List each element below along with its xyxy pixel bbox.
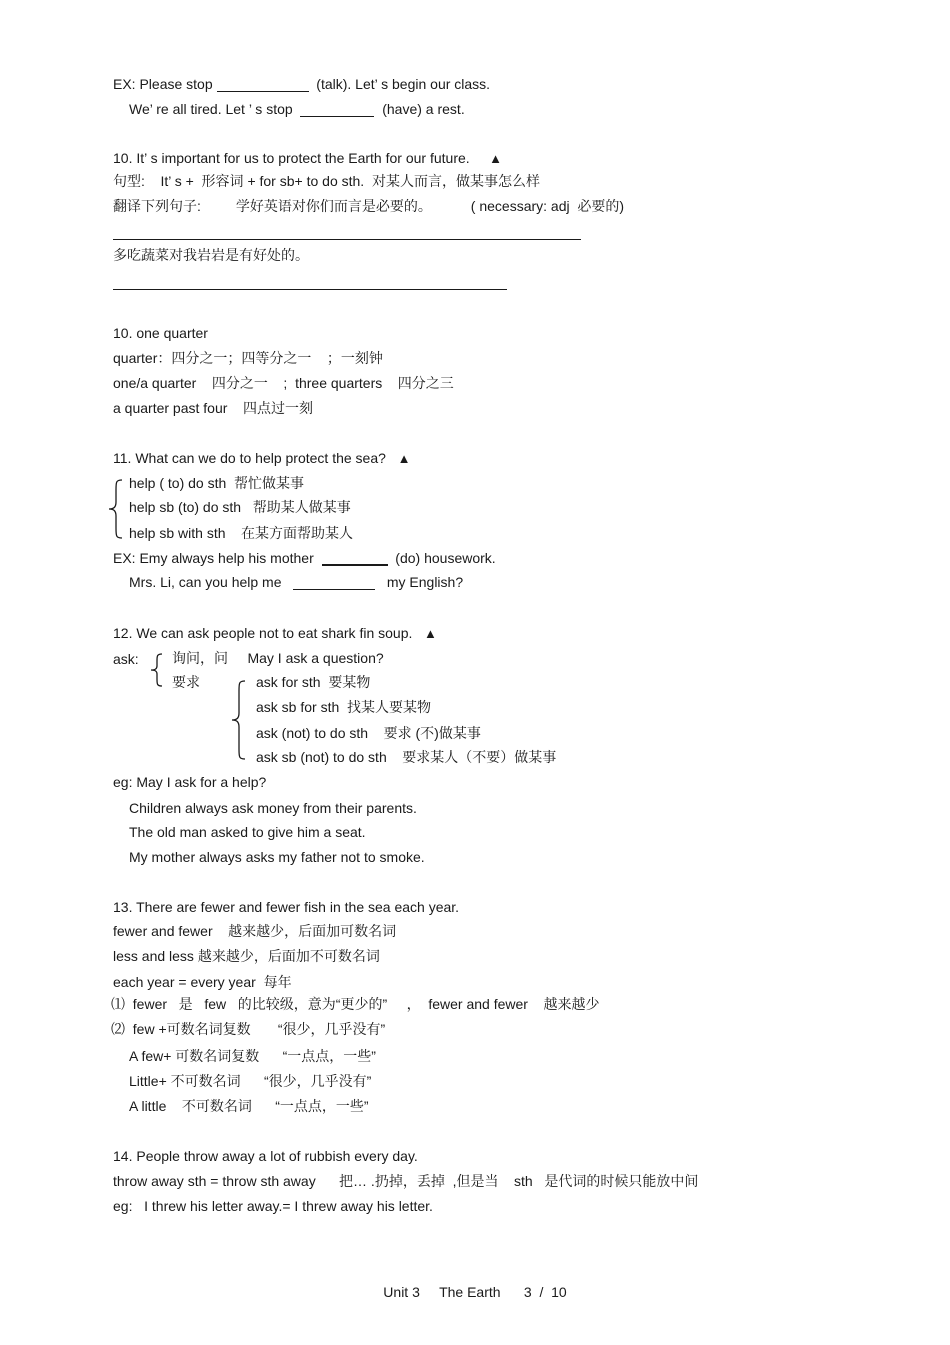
title-text: 10. It’ s important for us to protect the Earth for our future. <box>113 150 470 166</box>
note-line: ⑴ fewer 是 few 的比较级，意为“更少的” ， fewer and fewer 越来越少 <box>111 996 600 1012</box>
note-line: eg: I threw his letter away.= I threw away his letter. <box>113 1198 433 1214</box>
help-usage-2: help sb (to) do sth 帮助某人做某事 <box>129 499 351 515</box>
ask-pattern-4: ask sb (not) to do sth 要求某人（不要）做某事 <box>256 749 557 765</box>
section-14-title: 14. People throw away a lot of rubbish every day. <box>113 1148 418 1164</box>
section-12-title <box>113 624 437 643</box>
ask-example-4: My mother always asks my father not to smoke. <box>129 849 425 865</box>
ex-line-1 <box>113 75 490 93</box>
section-11-title <box>113 449 410 468</box>
ask-meaning-2: 要求 <box>172 674 200 690</box>
answer-blank[interactable] <box>293 575 375 590</box>
triangle-mark-icon: ▲ <box>424 626 437 641</box>
section-13-title: 13. There are fewer and fewer fish in the sea each year. <box>113 899 460 915</box>
sentence-pattern: 句型: It’ s + 形容词 + for sb+ to do sth. 对某人而言，做某事怎么样 <box>113 173 540 189</box>
ex-text: (have) a rest. <box>374 101 465 117</box>
note-line: throw away sth = throw sth away 把… .扔掉，丢掉 ,但是当 sth 是代词的时候只能放中间 <box>113 1173 699 1189</box>
quarter-usage: one/a quarter 四分之一 ; three quarters 四分之三 <box>113 375 454 391</box>
left-brace-icon <box>147 653 165 687</box>
translate-sentence-2: 多吃蔬菜对我岩岩是有好处的。 <box>113 247 309 263</box>
note-line: A few+ 可数名词复数 “一点点，一些” <box>129 1048 376 1064</box>
ask-pattern-2: ask sb for sth 找某人要某物 <box>256 699 432 715</box>
translate-prompt: 翻译下列句子: 学好英语对你们而言是必要的。 ( necessary: adj 必要的) <box>113 198 625 214</box>
note-line: less and less 越来越少，后面加不可数名词 <box>113 948 380 964</box>
ask-meaning-1 <box>172 649 384 667</box>
ex-text: Mrs. Li, can you help me <box>129 574 294 590</box>
ex-text: EX: Please stop <box>113 76 217 92</box>
ex-text: We’ re all tired. Let ’ s stop <box>129 101 301 117</box>
example-text: May I ask a question? <box>247 650 384 666</box>
answer-blank[interactable] <box>322 550 388 566</box>
title-text: 12. We can ask people not to eat shark fin soup. <box>113 625 413 641</box>
title-text: 11. What can we do to help protect the sea? <box>113 450 386 466</box>
note-line: ⑵ few +可数名词复数 “很少，几乎没有” <box>111 1021 386 1037</box>
section-10b-title: 10. one quarter <box>113 325 208 341</box>
quarter-meaning: quarter：四分之一；四等分之一 ；一刻钟 <box>113 350 383 366</box>
answer-line[interactable] <box>113 289 507 290</box>
triangle-mark-icon: ▲ <box>397 451 411 466</box>
left-brace-icon <box>229 679 249 761</box>
meaning-text: 询问，问 <box>172 650 228 666</box>
ex-line-2 <box>129 100 465 118</box>
ex-text: (talk). Let’ s begin our class. <box>308 76 491 92</box>
section-10-title <box>113 149 502 168</box>
ex-text: EX: Emy always help his mother <box>113 550 322 566</box>
note-line: A little 不可数名词 “一点点，一些” <box>129 1098 369 1114</box>
ex-line-3 <box>113 549 496 567</box>
ask-label: ask: <box>113 651 139 667</box>
left-brace-icon <box>106 478 126 540</box>
ask-pattern-1: ask for sth 要某物 <box>256 674 371 690</box>
ask-example-1: eg: May I ask for a help? <box>113 774 267 790</box>
ask-pattern-3: ask (not) to do sth 要求 (不)做某事 <box>256 725 481 741</box>
ex-text: (do) housework. <box>387 550 496 566</box>
quarter-time: a quarter past four 四点过一刻 <box>113 400 313 416</box>
answer-line[interactable] <box>113 239 581 240</box>
ex-text: my English? <box>375 574 464 590</box>
ex-line-4 <box>129 573 463 591</box>
triangle-mark-icon: ▲ <box>489 151 502 166</box>
note-line: each year = every year 每年 <box>113 974 292 990</box>
help-usage-1: help ( to) do sth 帮忙做某事 <box>129 475 305 491</box>
answer-blank[interactable] <box>300 102 374 117</box>
answer-blank[interactable] <box>217 77 309 92</box>
ask-example-3: The old man asked to give him a seat. <box>129 824 366 840</box>
page-footer: Unit 3 The Earth 3 / 10 <box>383 1284 567 1300</box>
help-usage-3: help sb with sth 在某方面帮助某人 <box>129 525 354 541</box>
ask-example-2: Children always ask money from their parents. <box>129 800 417 816</box>
note-line: Little+ 不可数名词 “很少，几乎没有” <box>129 1073 372 1089</box>
note-line: fewer and fewer 越来越少，后面加可数名词 <box>113 923 397 939</box>
